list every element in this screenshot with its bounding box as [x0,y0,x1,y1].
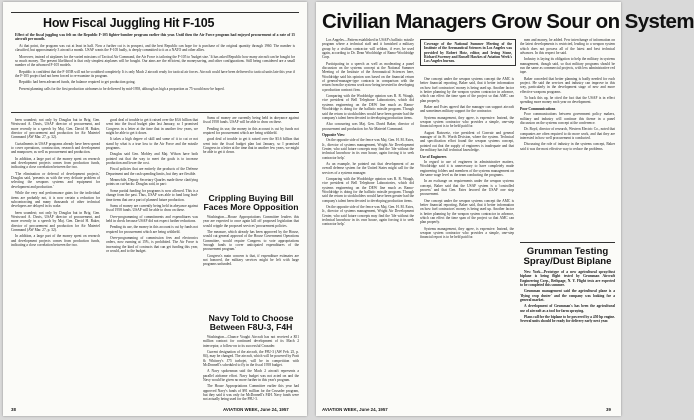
paragraph: Baker conceded that better planning is badly needed for each project. He said the services and industry can improve in this way, particularly in the development stage of new and more effective weapons programs. [520,76,615,94]
story-headline: Crippling Buying Bill Faces More Opposition [203,193,299,213]
page-number: 39 [606,407,611,412]
paragraph: In an exchange on requirements under the weapon systems concept, Baker said that the USAF system is a 'controlled process' and that Gen. Estes favored the USAF one stop procurement. [420,179,514,197]
right-column-2 [420,77,514,404]
paragraph: Republic is confident that the F-105B will not be scrubbed completely. It is only Mach 2 aircraft ready for tactical air forces. Aircraft could have been delivered to tactical units late this year if the F-105 project had not been forced to re-examine its program. [15,69,295,79]
coverage-note-box: Coverage of the National Summer Meeting of the Institute of the Aeronautical Sciences in Los Angeles was provided by Robert Hotz, editor, and Irving Stone, Richard Sweeney and Russell Hawkes of Aviation Week's Los Angeles bureau. [420,39,516,66]
page-number: 38 [11,407,16,412]
paragraph: The measure, which already has been approved by the House, would cut general approval of the House Government Operations Committee, would require Congress to vote appropriations 'enough funds to cover anticipated expenditures of the procurement program.' [203,230,299,252]
subhead: Opposite View [322,132,345,137]
paragraph: Also concurring was Maj. Gen. David Baker, director of procurement and production for Air Materiel Command. [322,122,414,131]
paragraph: Plans call for the biplane to be powered by a 450 hp engine. Several units should be ready for delivery early next year. [520,315,615,324]
paragraph: Washington—House Appropriations Committee leaders this year are expected to once again kill off proposed legislation that would cripple the proposed services' procurement policies. [203,215,299,228]
paragraph: In regard to use of engineers in administrative matters, Wooldridge said it is unnecessary to have completely made engineering folders and members of the systems management on the same wage level as the team conducting the programs. [420,159,514,177]
right-page [316,2,694,416]
subhead: Poor Communications [520,106,556,111]
paragraph: As an example, he pointed out that development of an overall defense system for the United States might call for the services of a systems manager. [322,161,414,175]
paragraph: Discussing the role of industry in the systems concept, Baker said it was the most effective way to reduce the problems. [520,142,615,151]
left-column-1 [11,118,100,403]
story-rule [520,242,615,243]
paragraph: been soundest; not only by Douglas but in Brig. Gen. Westwood A. Davis, USAF director of procurement, and more recently in a speech by Maj. Gen. David H. Baker, director of procurement and production for Air Materiel Command (AW Mar. 27, p. 32). [11,210,100,232]
left-page [3,2,307,416]
left-boxed-story [15,44,295,110]
paragraph: Douglas said Gen. Mobley and Maj. Wilson have both pointed out that the way to meet the goals is to increase production and lower the cost. [106,152,198,166]
paragraph: Systems management, they agree, is expensive. Instead, the weapon system contractor who provides a simple, one-step financial report is to be held paid for. [420,115,514,129]
paragraph: It takes a high degree of skill and some of it to cut or not stand by what is a true loss to the Air Force and the missile programs. [106,137,198,151]
paragraph: On the opposite side of the fence was Maj. Gen. H. M. Estes, Jr., director of systems management, Wright Air Development Center, who said future concepts may find the 'life without the technical knowhow in its own house, again forcing it to seek contractor help.' [322,205,414,227]
page-footer: AVIATION WEEK, June 24, 1957 [322,407,388,412]
paragraph: Systems management, they agree, is expensive. Instead, the weapon system contractor who provides a simple, one-step financial report is to be held paid for. [420,226,514,240]
paragraph: Dr. Boyd, director of research, Western Electric Co., noted that companies are often required to do more work, and that they are interested in how well procurement is conducted. [520,127,615,140]
paragraph: Over-programming of commitments and expenditures was held in check because USAF did not expect further reductions. [106,214,198,223]
paragraph: Industry is laying its obligation to help the military in systems management, though said, so that military programs should be run the same as commercial projects, with less administrative red tape. [520,57,615,75]
paragraph: Comparing with the Wooldridge opinion was R. R. Waugh, vice president of Bell Telephone Laboratories, which did systems engineering on the DEW line much as Ramo-Wooldridge is doing for the ballistic missile program. Though said the return to stockholders would have been greater had the company's talent been devoted to developing production items. [322,176,414,203]
paragraph: Sums of money are currently being held in abeyance against fiscal 1958 funds. USAF will be able to draw on these. [203,116,299,125]
paragraph: Over-programming of commission fees and electronics orders, now running at 15%, is prohibited. The Air Force is increasing the kind of contracts that can get funding this year, or would, and to the budget. [106,235,198,253]
paragraph: Curtailments in USAF programs already have been spread to cover operations, construction, research and development and manpower, as well as procurement and production. [11,141,100,155]
paragraph: Republic had been advanced funds, the balance required to get production going. [19,80,136,85]
story-headline: Grumman Testing Spray/Dust Biplane [523,246,612,268]
paragraph: Pending its use, the money in this account is cut by funds not required for procurement which are being withheld. [203,126,299,136]
paragraph: To back this up, he cited the fact that the USAF is in effect spending more money each year on development. [520,96,615,105]
paragraph: A development of Grumman's has been the agricultural use of aircraft as a tool for farm spraying. [520,304,615,313]
paragraph: In addition, a large part of the money spent on research and development projects comes from production funds, indicating a close correlation between the two. [11,234,100,247]
paragraph: Some partial funding for programs is now allowed. This is a change from the past. Thus, USAF was able to fund long lead-time items that are a part of planned future production. [106,188,198,202]
left-column-3a [203,116,299,190]
paragraph: 'The elimination or deferral of development projects,' Douglas said, 'presents us with the very delicate problem of selecting the weapons systems and equipment for development and production.' [11,171,100,189]
box-rule-bottom [11,112,299,113]
paragraph: good deal of trouble to get it raised over the $3.6 billion that went into the fiscal budget plan last January, so I promised Congress in a letter at the time that in another few years, we might be able to get it down. [203,137,299,155]
paragraph: Moreover, instead of airplanes for the varied missions of Tactical Air Command, the Air Force is tailoring the F-105 to 'budget size.' It has asked Republic how many aircraft can be bought for so much money. The present likelihood is that only simplest airplanes will be bought. Our aims are the efficient, the moneysaving, and other configurations. Still being considered are a small number of the advanced F-105 models. [15,54,295,68]
paragraph: Washington—Chance Vought Aircraft has not received a $51 million contract for continued development of its Mach 2 interceptor, a follow-on to its successful Crusader. [203,335,299,348]
paragraph: Los Angeles—Pattern established in USAF's ballistic missile program where a technical staff and it furnished a military group by a civilian contractor will seldom, if ever, be used again, according to Dr. Dean Wooldridge of Ramo-Wooldridge Corp. [322,38,414,60]
left-intro: Effect of the fiscal juggling was felt on the Republic F-105 fighter-bomber program earlier this year. Until then the Air Force program had enjoyed procurement of a rate of 15 aircraft per month. [15,33,295,42]
paragraph: Fiscal policies that are entirely the products of the Defense Department and the cash spending limits, but they are flexible. [106,167,198,176]
paragraph: One concept under the weapon systems concept the AMC is better financial reporting, Baker said, that it better information on how fuel contractors' money is being used up. Another factor is better planning by the weapon system contractor in advance, which can effect the time span of the project so that AMC can plan properly. [420,198,514,225]
paragraph: At that point, the program was cut at least in half. Now a further cut is in prospect, and the best Republic can hope for is purchase of the original quantity through 1960. The number is classified, but approximately 3 aircraft a month. USAF wants the F-105 badly, is deeply committed to it as a NATO and other allies. [15,44,295,53]
subhead: Use of Engineers [420,154,447,159]
paragraph: Sums of money are currently being held in abeyance against fiscal 1958 funds. USAF will be able to draw on these. [106,203,198,213]
paragraph: While the very real performance gains for the individual items are probably not, it is now certain a reduction for subcontracting and many thousands of other technical developers are delayed in its wake. [11,191,100,209]
paragraph: good deal of trouble to get it raised over the $3.6 billion that went into the fiscal budget plan last January, so I promised Congress in a letter at the time that in another few years, we might be able to get it down. [106,118,198,136]
paragraph: A Navy spokesman said the Mach 2 aircraft represents a parallel airframe effort. Navy budget was not acted on and the Navy would be given no more further in this year's program. [203,369,299,383]
right-column-3 [520,38,615,238]
box-rule-top [11,12,299,13]
paragraph: Congress's main concern is that, if expenditure estimates are not honored, the military services might be left with large programs unfunded. [203,253,299,267]
paragraph: Present planning calls for the first production airframes to be delivered by mid-1958, although as high a proportion as 75 would now be hoped. [19,86,225,91]
paragraph: been soundest; not only by Douglas but in Brig. Gen. Westwood A. Davis, USAF director of procurement, and more recently in a speech by Maj. Gen. David H. Baker, director of procurement and production for Air Materiel Command (AW Mar. 27, p. 32). [11,118,100,140]
paragraph: Current designation of the aircraft, the F8U-3 (AW Feb. 25, p. 84), may be changed. The aircraft, which will be powered by Pratt & Whitney's J75 turbojet, will be in competition with McDonnell's scheduled to fly in the fiscal 1958 budget. [203,350,299,368]
story-headline: Navy Told to Choose Between F8U-3, F4H [208,313,294,333]
paragraph: One concept under the weapon systems concept the AMC is better financial reporting, Baker said, that it better information on how fuel contractors' money is being used up. Another factor is better planning by the weapon system contractor in advance, which can effect the time span of the project so that AMC can plan properly. [420,77,514,103]
paragraph: August Raiswetz, vice president of Convair and general manager of its Ft. Worth Division, where the system. Technical and specification effort found the weapon systems concept, pointed out that the supply of engineers is inadequate and that the military has full technical knowledge. [420,130,514,153]
paragraph: New York—Prototype of a new agricultural spray/dust biplane is being flight tested by Grumman Aircraft Engineering Corp., Bethpage, N. Y. Flight tests are expected to be completed this summer. [520,270,615,288]
story-body [203,215,299,310]
paragraph: On the opposite side of the fence was Maj. Gen. H. M. Estes, Jr., director of systems management, Wright Air Development Center, who said future concepts may find the 'life without the technical knowhow in its own house, again forcing it to seek contractor help.' [322,138,414,160]
page-footer: AVIATION WEEK, June 24, 1957 [223,407,289,412]
paragraph: The House Appropriations Committee earlier this year had approved Navy's funds of $91 million for the Crusader program, but they said it was only for McDonnell's F4H. Navy funds were not actually being used for the F8U-3. [203,384,299,402]
left-headline: How Fiscal Juggling Hit F-105 [43,16,215,30]
paragraph: Meanwhile, Deputy Secretary Quarles made these clarifying points on cut-backs: Douglas said, in part: [106,178,198,187]
story-body [203,335,299,403]
right-column-1 [322,38,414,404]
right-headline: Civilian Managers Grow Sour on System [322,10,694,33]
paragraph: Baker and Estes agreed that the manager can support aircraft and sometimes military support for the contractor. [420,105,514,114]
paragraph: Grumman management said the agricultural plane is a 'flying crop duster' and the company was looking for a general market. [520,289,615,303]
left-column-2 [106,118,198,403]
paragraph: In addition, a large part of the money spent on research and development projects comes from production funds, indicating a close correlation between the two. [11,156,100,170]
paragraph: men and money, he added. Few interchange of information on the latest developments is restricted, leading to a weapon system which does not possess all of the latest and best technical advances. In this respect he said. [520,38,615,56]
paragraph: Poor communications between government policy makers, military and industry will continue this theme in a panel discussion on the systems concept at the conference. [520,112,615,125]
story-body [520,270,615,404]
paragraph: Comparing with the Wooldridge opinion was R. R. Waugh, vice president of Bell Telephone Laboratories, which did systems engineering on the DEW line much as Ramo-Wooldridge is doing for the ballistic missile program. Though said the return to stockholders would have been greater had the company's talent been devoted to developing production items. [322,94,414,120]
paragraph: Participating in a speech as well as moderating a panel discussion on the systems concept at the National Summer Meeting of the Institute of the Aeronautical Sciences here, Wooldridge said his opinion was based on the financial return of general-manager-type contracts in comparison with the return from the systems work now being invested in developing a production contract firm. [322,61,414,92]
paragraph: Pending its use, the money in this account is cut by funds not required for procurement which are being withheld. [106,225,198,234]
